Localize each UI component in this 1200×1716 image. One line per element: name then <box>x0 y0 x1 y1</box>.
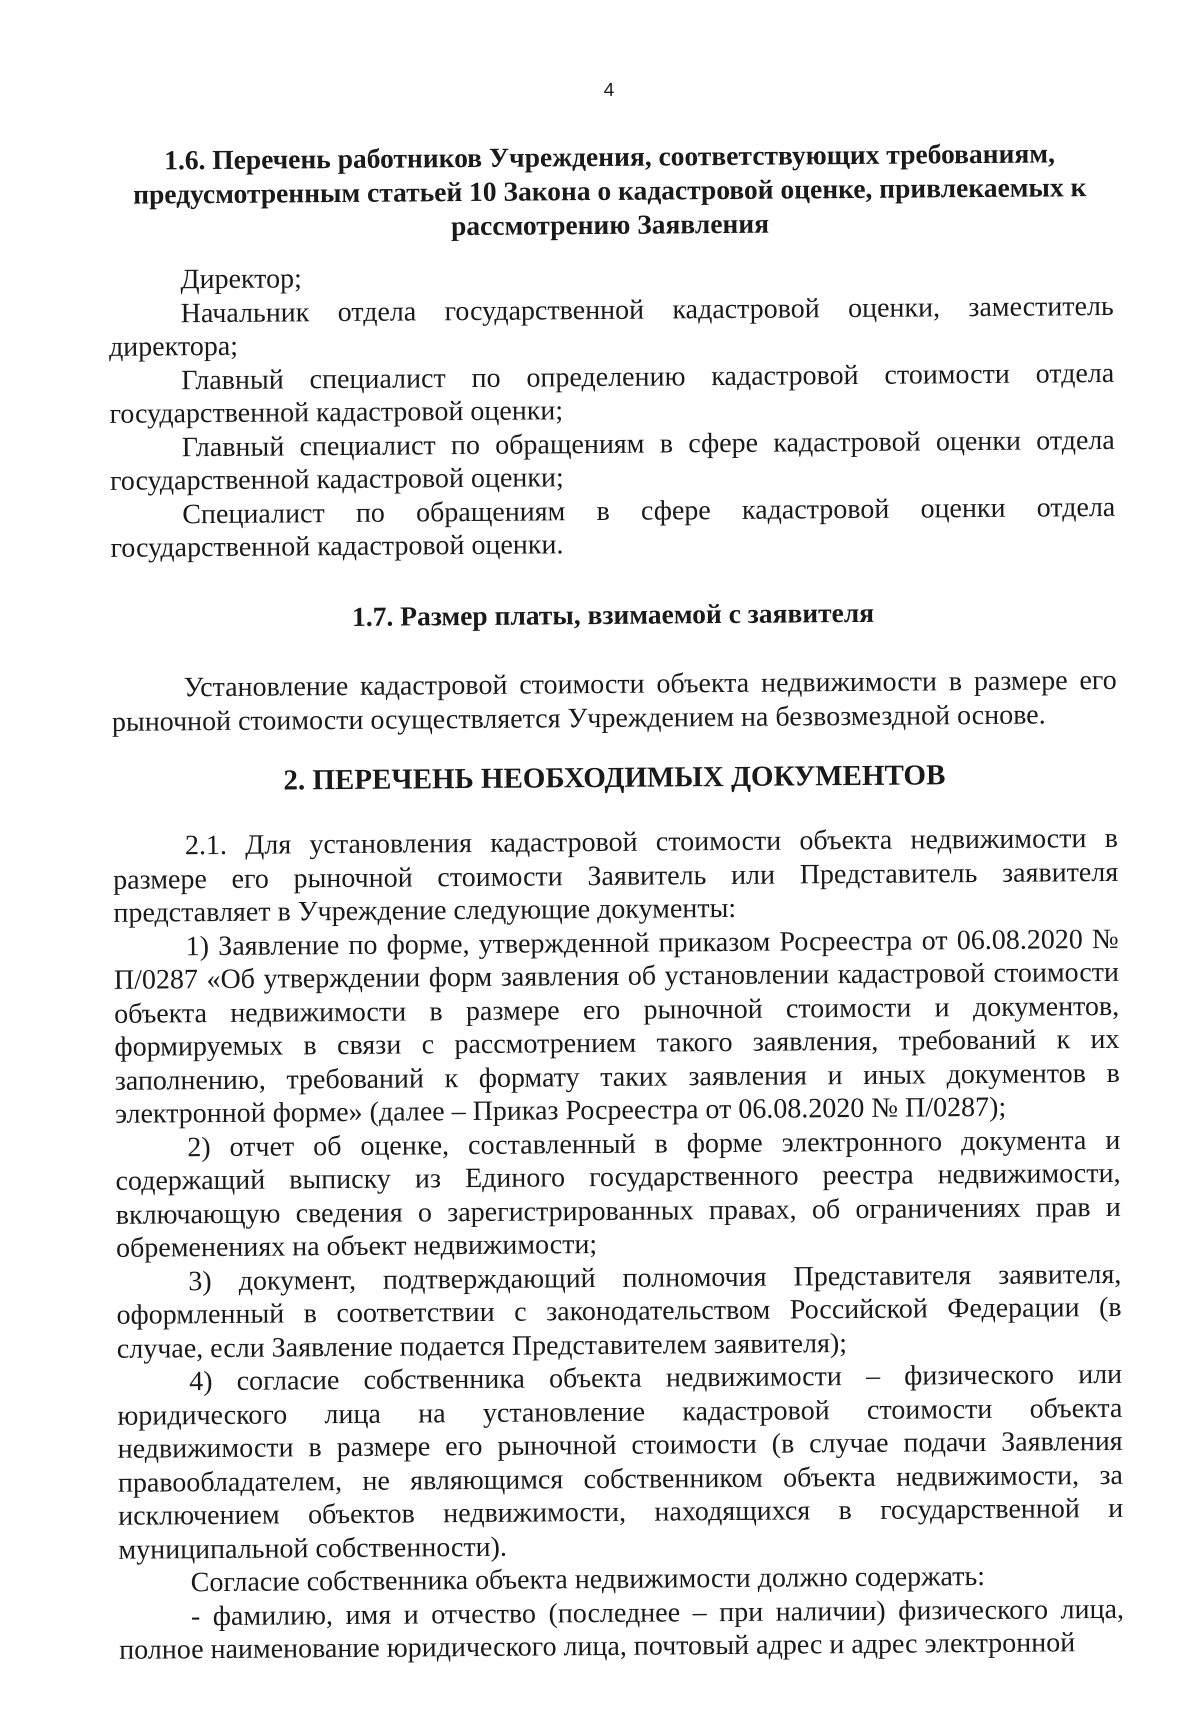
paragraph: - фамилию, имя и отчество (последнее – при наличии) физического лица, полное наименование юридического лица, почтовый адрес и адрес электронной <box>119 1593 1125 1666</box>
paragraph: 2.1. Для установления кадастровой стоимости объекта недвижимости в размере его рыночной стоимости Заявитель или Представитель заявителя представляет в Учреждение следующие документы: <box>113 822 1119 929</box>
section-1-7-body <box>112 664 1117 739</box>
section-1-6-list <box>108 256 1115 565</box>
list-item: Главный специалист по определению кадастровой стоимости отдела государственной кадастровой оценки; <box>109 357 1115 430</box>
paragraph: Согласие собственника объекта недвижимости должно содержать: <box>190 1560 986 1599</box>
section-2-heading: 2. ПЕРЕЧЕНЬ НЕОБХОДИМЫХ ДОКУМЕНТОВ <box>283 759 946 797</box>
section-2-body <box>113 822 1125 1667</box>
page-number: 4 <box>603 79 615 101</box>
paragraph: 4) согласие собственника объекта недвижимости – физического или юридического лица на установление кадастровой стоимости объекта недвижимости в размере его рыночной стоимости (в случае подачи Заявления правообладателем, не являющимся собственником объекта недвижимости, за исключением объектов недвижимости, находящихся в государственной и муниципальной собственности). <box>117 1358 1124 1566</box>
section-1-7-heading: 1.7. Размер платы, взимаемой с заявителя <box>351 596 875 632</box>
list-item: Главный специалист по обращениям в сфере кадастровой оценки отдела государственной кадастровой оценки; <box>109 424 1115 497</box>
section-1-6-heading: 1.6. Перечень работников Учреждения, соответствующих требованиям, предусмотренным статьей 10 Закона о кадастровой оценке, привлекаемых к рассмотрению Заявления <box>133 137 1087 242</box>
paragraph: 2) отчет об оценке, составленный в форме электронного документа и содержащий выписку из Единого государственного реестра недвижимости, включающую сведения о зарегистрированных правах, об ограничениях прав и обременениях на объект недвижимости; <box>115 1124 1121 1264</box>
paragraph: Установление кадастровой стоимости объекта недвижимости в размере его рыночной стоимости осуществляется Учреждением на безвозмездной основе. <box>111 664 1117 738</box>
list-item: Директор; <box>180 263 302 296</box>
paragraph: 1) Заявление по форме, утвержденной приказом Росреестра от 06.08.2020 № П/0287 «Об утверждении форм заявления об установлении кадастровой стоимости объекта недвижимости в размере его рыночной стоимости и документов, формируемых в связи с рассмотрением такого заявления, требований к их заполнению, требований к формату таких заявления и иных документов в электронной форме» (далее – Приказ Росреестра от 06.08.2020 № П/0287); <box>113 923 1120 1130</box>
paragraph: 3) документ, подтверждающий полномочия Представителя заявителя, оформленный в соответствии с законодательством Российской Федерации (в случае, если Заявление подается Представителем заявителя); <box>116 1258 1122 1365</box>
list-item: Специалист по обращениям в сфере кадастровой оценки отдела государственной кадастровой оценки. <box>110 491 1116 564</box>
list-item: Начальник отдела государственной кадастровой оценки, заместитель директора; <box>108 290 1114 363</box>
